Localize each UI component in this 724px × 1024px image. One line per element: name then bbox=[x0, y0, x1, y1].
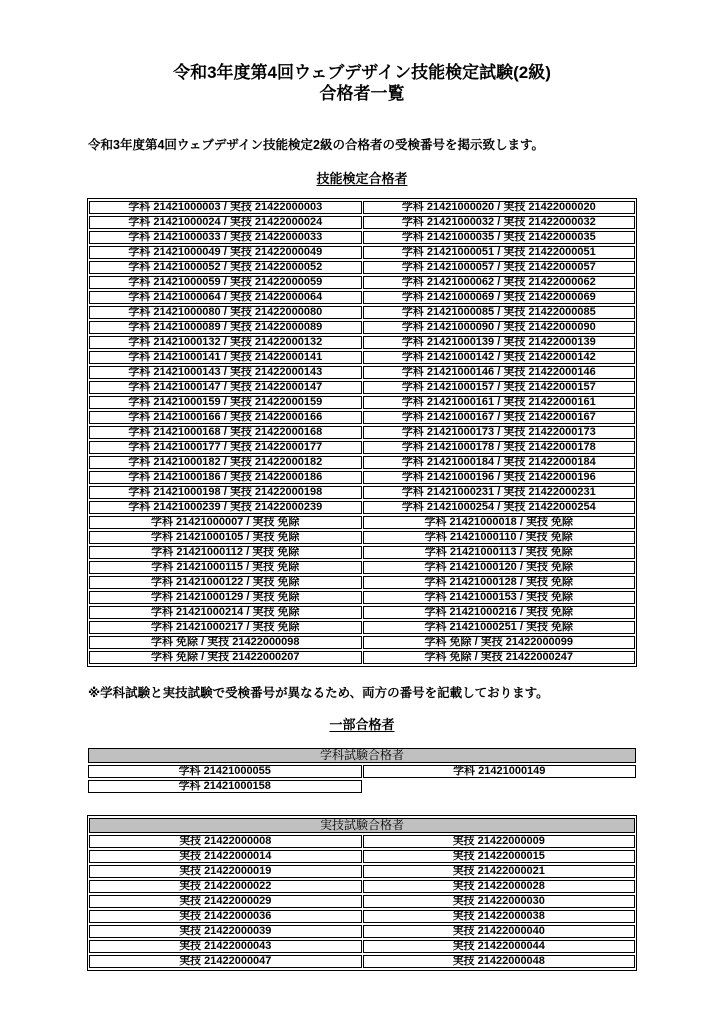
result-cell: 学科 21421000178 / 実技 21422000178 bbox=[363, 441, 636, 454]
result-cell: 学科 21421000166 / 実技 21422000166 bbox=[89, 411, 362, 424]
result-cell: 学科 免除 / 実技 21422000247 bbox=[363, 651, 636, 664]
result-cell: 学科 21421000168 / 実技 21422000168 bbox=[89, 426, 362, 439]
result-cell: 実技 21422000028 bbox=[363, 880, 636, 893]
result-cell: 学科 21421000115 / 実技 免除 bbox=[89, 561, 362, 574]
result-cell: 学科 21421000112 / 実技 免除 bbox=[89, 546, 362, 559]
result-cell: 学科 21421000033 / 実技 21422000033 bbox=[89, 231, 362, 244]
result-cell: 実技 21422000029 bbox=[89, 895, 362, 908]
page-title-line1: 令和3年度第4回ウェブデザイン技能検定試験(2級) bbox=[173, 63, 551, 82]
result-cell: 学科 21421000141 / 実技 21422000141 bbox=[89, 351, 362, 364]
written-pass-table-wrap bbox=[0, 746, 724, 795]
result-cell: 実技 21422000043 bbox=[89, 940, 362, 953]
result-cell: 学科 21421000159 / 実技 21422000159 bbox=[89, 396, 362, 409]
result-cell: 学科 21421000020 / 実技 21422000020 bbox=[363, 201, 636, 214]
table-row bbox=[89, 321, 635, 334]
result-cell: 学科 21421000214 / 実技 免除 bbox=[89, 606, 362, 619]
result-cell: 学科 21421000007 / 実技 免除 bbox=[89, 516, 362, 529]
result-cell bbox=[363, 780, 637, 793]
result-cell: 学科 21421000153 / 実技 免除 bbox=[363, 591, 636, 604]
result-cell: 学科 21421000113 / 実技 免除 bbox=[363, 546, 636, 559]
result-cell: 学科 21421000090 / 実技 21422000090 bbox=[363, 321, 636, 334]
result-cell: 実技 21422000039 bbox=[89, 925, 362, 938]
table-row bbox=[89, 396, 635, 409]
result-cell: 学科 21421000105 / 実技 免除 bbox=[89, 531, 362, 544]
table-row bbox=[89, 835, 635, 848]
result-cell: 学科 21421000198 / 実技 21422000198 bbox=[89, 486, 362, 499]
written-table-header: 学科試験合格者 bbox=[88, 748, 636, 763]
table-row bbox=[89, 850, 635, 863]
result-cell: 学科 21421000051 / 実技 21422000051 bbox=[363, 246, 636, 259]
table-row bbox=[89, 201, 635, 214]
result-cell: 学科 21421000064 / 実技 21422000064 bbox=[89, 291, 362, 304]
result-cell: 学科 21421000055 bbox=[88, 765, 362, 778]
result-cell: 実技 21422000030 bbox=[363, 895, 636, 908]
practical-pass-table bbox=[87, 815, 637, 971]
table-row bbox=[89, 546, 635, 559]
page-title-line2: 合格者一覧 bbox=[319, 84, 405, 104]
table-row bbox=[89, 516, 635, 529]
result-cell: 学科 21421000003 / 実技 21422000003 bbox=[89, 201, 362, 214]
result-cell: 実技 21422000009 bbox=[363, 835, 636, 848]
result-cell: 学科 21421000173 / 実技 21422000173 bbox=[363, 426, 636, 439]
table-row bbox=[89, 880, 635, 893]
practical-table-header: 実技試験合格者 bbox=[89, 818, 635, 833]
table-row bbox=[89, 910, 635, 923]
skill-pass-table bbox=[87, 198, 637, 667]
table-row bbox=[89, 895, 635, 908]
result-cell: 学科 21421000254 / 実技 21422000254 bbox=[363, 501, 636, 514]
table-row bbox=[89, 501, 635, 514]
result-cell: 学科 21421000184 / 実技 21422000184 bbox=[363, 456, 636, 469]
section-heading-skill-pass: 技能検定合格者 bbox=[316, 170, 408, 186]
table-row bbox=[89, 471, 635, 484]
table-row bbox=[89, 651, 635, 664]
result-cell: 学科 21421000147 / 実技 21422000147 bbox=[89, 381, 362, 394]
result-cell: 学科 21421000069 / 実技 21422000069 bbox=[363, 291, 636, 304]
table-row bbox=[89, 531, 635, 544]
result-cell: 実技 21422000044 bbox=[363, 940, 636, 953]
table-row bbox=[89, 291, 635, 304]
table-row bbox=[89, 426, 635, 439]
result-cell: 学科 21421000182 / 実技 21422000182 bbox=[89, 456, 362, 469]
result-cell: 学科 21421000196 / 実技 21422000196 bbox=[363, 471, 636, 484]
result-cell: 学科 21421000158 bbox=[88, 780, 362, 793]
result-cell: 学科 21421000146 / 実技 21422000146 bbox=[363, 366, 636, 379]
result-cell: 学科 21421000032 / 実技 21422000032 bbox=[363, 216, 636, 229]
table-row bbox=[89, 441, 635, 454]
result-cell: 実技 21422000015 bbox=[363, 850, 636, 863]
table-row bbox=[89, 486, 635, 499]
table-row bbox=[89, 456, 635, 469]
table-row bbox=[89, 591, 635, 604]
table-row bbox=[89, 865, 635, 878]
result-cell: 学科 21421000110 / 実技 免除 bbox=[363, 531, 636, 544]
result-cell: 学科 21421000018 / 実技 免除 bbox=[363, 516, 636, 529]
table-row bbox=[89, 246, 635, 259]
written-pass-table bbox=[87, 746, 637, 795]
table-row bbox=[89, 336, 635, 349]
result-cell: 学科 21421000216 / 実技 免除 bbox=[363, 606, 636, 619]
result-cell: 学科 21421000052 / 実技 21422000052 bbox=[89, 261, 362, 274]
result-cell: 学科 21421000059 / 実技 21422000059 bbox=[89, 276, 362, 289]
table-row bbox=[89, 231, 635, 244]
result-cell: 学科 免除 / 実技 21422000099 bbox=[363, 636, 636, 649]
result-cell: 学科 21421000239 / 実技 21422000239 bbox=[89, 501, 362, 514]
result-cell: 学科 21421000231 / 実技 21422000231 bbox=[363, 486, 636, 499]
result-cell: 学科 21421000128 / 実技 免除 bbox=[363, 576, 636, 589]
result-cell: 実技 21422000021 bbox=[363, 865, 636, 878]
result-cell: 学科 21421000122 / 実技 免除 bbox=[89, 576, 362, 589]
table-row bbox=[89, 621, 635, 634]
result-cell: 学科 21421000157 / 実技 21422000157 bbox=[363, 381, 636, 394]
result-cell: 実技 21422000038 bbox=[363, 910, 636, 923]
result-cell: 学科 21421000186 / 実技 21422000186 bbox=[89, 471, 362, 484]
result-cell: 学科 21421000080 / 実技 21422000080 bbox=[89, 306, 362, 319]
result-cell: 学科 21421000167 / 実技 21422000167 bbox=[363, 411, 636, 424]
result-cell: 学科 21421000120 / 実技 免除 bbox=[363, 561, 636, 574]
table-row bbox=[89, 561, 635, 574]
table-row bbox=[89, 576, 635, 589]
result-cell: 実技 21422000022 bbox=[89, 880, 362, 893]
result-cell: 学科 21421000139 / 実技 21422000139 bbox=[363, 336, 636, 349]
practical-pass-table-wrap bbox=[0, 815, 724, 971]
table-row bbox=[89, 276, 635, 289]
result-cell: 学科 21421000132 / 実技 21422000132 bbox=[89, 336, 362, 349]
result-cell: 実技 21422000008 bbox=[89, 835, 362, 848]
table-row bbox=[88, 765, 636, 778]
table-row bbox=[89, 216, 635, 229]
result-cell: 学科 免除 / 実技 21422000098 bbox=[89, 636, 362, 649]
result-cell: 学科 21421000057 / 実技 21422000057 bbox=[363, 261, 636, 274]
result-cell: 実技 21422000047 bbox=[89, 955, 362, 968]
result-cell: 学科 21421000035 / 実技 21422000035 bbox=[363, 231, 636, 244]
table-header-row bbox=[89, 818, 635, 833]
table-row bbox=[89, 636, 635, 649]
result-cell: 学科 21421000161 / 実技 21422000161 bbox=[363, 396, 636, 409]
result-cell: 学科 21421000149 bbox=[363, 765, 637, 778]
table-row bbox=[89, 366, 635, 379]
table-row bbox=[89, 261, 635, 274]
result-cell: 実技 21422000019 bbox=[89, 865, 362, 878]
table-row bbox=[89, 925, 635, 938]
note-text: ※学科試験と実技試験で受検番号が異なるため、両方の番号を記載しております。 bbox=[88, 685, 549, 700]
result-cell: 実技 21422000014 bbox=[89, 850, 362, 863]
section-heading-partial-pass: 一部合格者 bbox=[329, 716, 395, 732]
table-row bbox=[89, 306, 635, 319]
table-row bbox=[89, 940, 635, 953]
skill-pass-table-wrap bbox=[0, 198, 724, 667]
result-cell: 学科 21421000177 / 実技 21422000177 bbox=[89, 441, 362, 454]
result-cell: 学科 21421000251 / 実技 免除 bbox=[363, 621, 636, 634]
result-cell: 学科 21421000142 / 実技 21422000142 bbox=[363, 351, 636, 364]
table-header-row bbox=[88, 748, 636, 763]
page-title bbox=[0, 0, 724, 105]
intro-text: 令和3年度第4回ウェブデザイン技能検定2級の合格者の受検番号を掲示致します。 bbox=[88, 137, 544, 152]
table-row bbox=[89, 955, 635, 968]
result-cell: 学科 免除 / 実技 21422000207 bbox=[89, 651, 362, 664]
result-cell: 実技 21422000040 bbox=[363, 925, 636, 938]
result-cell: 学科 21421000129 / 実技 免除 bbox=[89, 591, 362, 604]
table-row bbox=[89, 411, 635, 424]
table-row bbox=[89, 606, 635, 619]
result-cell: 学科 21421000089 / 実技 21422000089 bbox=[89, 321, 362, 334]
result-cell: 学科 21421000143 / 実技 21422000143 bbox=[89, 366, 362, 379]
result-cell: 学科 21421000024 / 実技 21422000024 bbox=[89, 216, 362, 229]
table-row bbox=[89, 381, 635, 394]
result-cell: 学科 21421000049 / 実技 21422000049 bbox=[89, 246, 362, 259]
result-cell: 学科 21421000062 / 実技 21422000062 bbox=[363, 276, 636, 289]
result-cell: 実技 21422000036 bbox=[89, 910, 362, 923]
result-cell: 学科 21421000217 / 実技 免除 bbox=[89, 621, 362, 634]
result-cell: 実技 21422000048 bbox=[363, 955, 636, 968]
table-row bbox=[88, 780, 636, 793]
result-cell: 学科 21421000085 / 実技 21422000085 bbox=[363, 306, 636, 319]
table-row bbox=[89, 351, 635, 364]
